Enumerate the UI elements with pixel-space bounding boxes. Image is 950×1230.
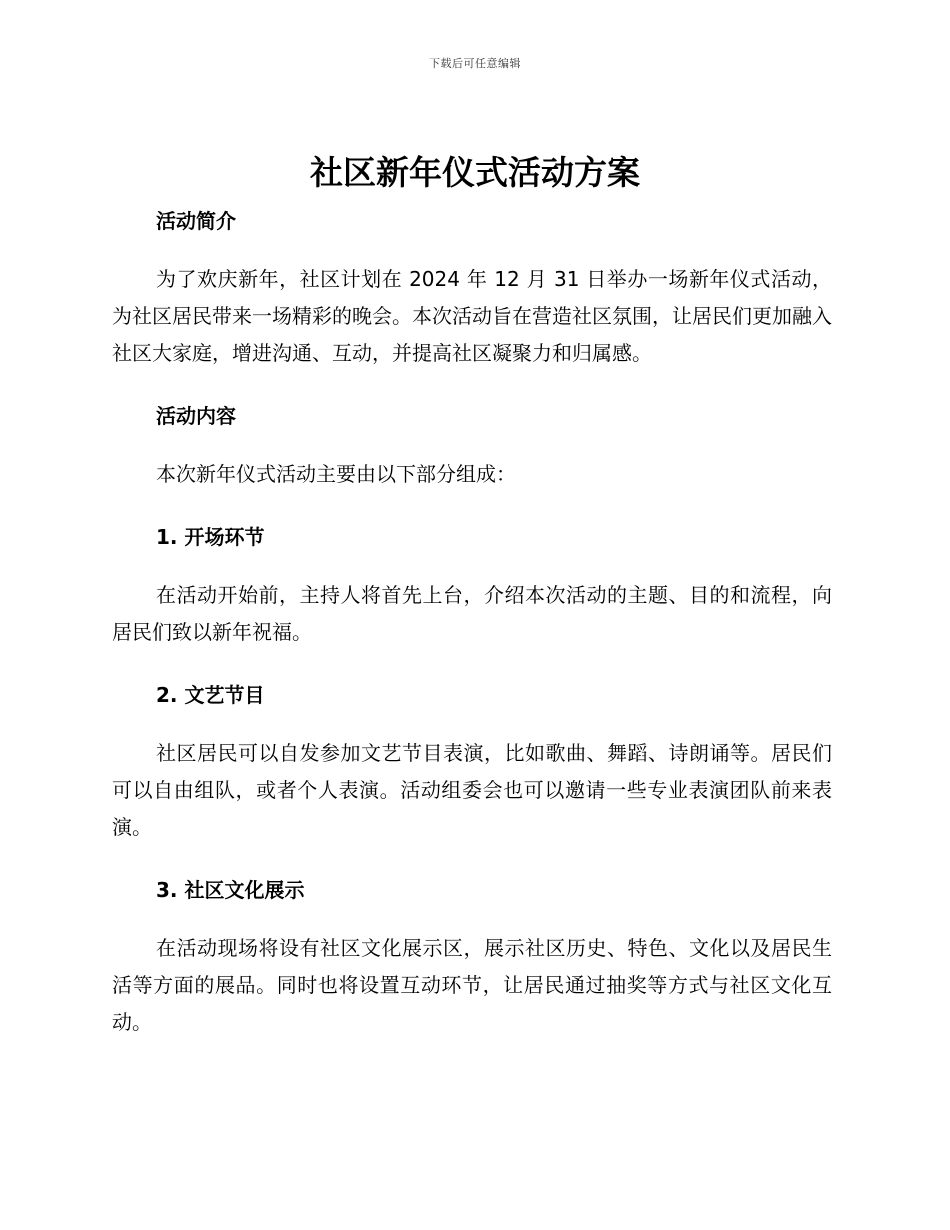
header-note: 下载后可任意编辑 <box>429 57 521 70</box>
section-heading-culture: 3. 社区文化展示 <box>156 878 305 902</box>
section-heading-content: 活动内容 <box>156 404 236 428</box>
paragraph-opening: 在活动开始前，主持人将首先上台，介绍本次活动的主题、目的和流程，向居民们致以新年祝福。 <box>112 583 832 644</box>
paragraph-performances: 社区居民可以自发参加文艺节目表演，比如歌曲、舞蹈、诗朗诵等。居民们可以自由组队，或者个人表演。活动组委会也可以邀请一些专业表演团队前来表演。 <box>112 741 832 839</box>
section-heading-opening: 1. 开场环节 <box>156 525 265 549</box>
paragraph-content: 本次新年仪式活动主要由以下部分组成： <box>156 462 516 486</box>
section-heading-performances: 2. 文艺节目 <box>156 683 265 707</box>
paragraph-intro: 为了欢庆新年，社区计划在 2024 年 12 月 31 日举办一场新年仪式活动，为社区居民带来一场精彩的晚会。本次活动旨在营造社区氛围，让居民们更加融入社区大家庭，增进沟通、互动，并提高社区凝聚力和归属感。 <box>112 267 832 365</box>
section-heading-intro: 活动简介 <box>156 209 236 233</box>
document-title: 社区新年仪式活动方案 <box>310 153 640 192</box>
document-body <box>112 203 832 1041</box>
paragraph-culture: 在活动现场将设有社区文化展示区，展示社区历史、特色、文化以及居民生活等方面的展品。同时也将设置互动环节，让居民通过抽奖等方式与社区文化互动。 <box>112 936 832 1034</box>
